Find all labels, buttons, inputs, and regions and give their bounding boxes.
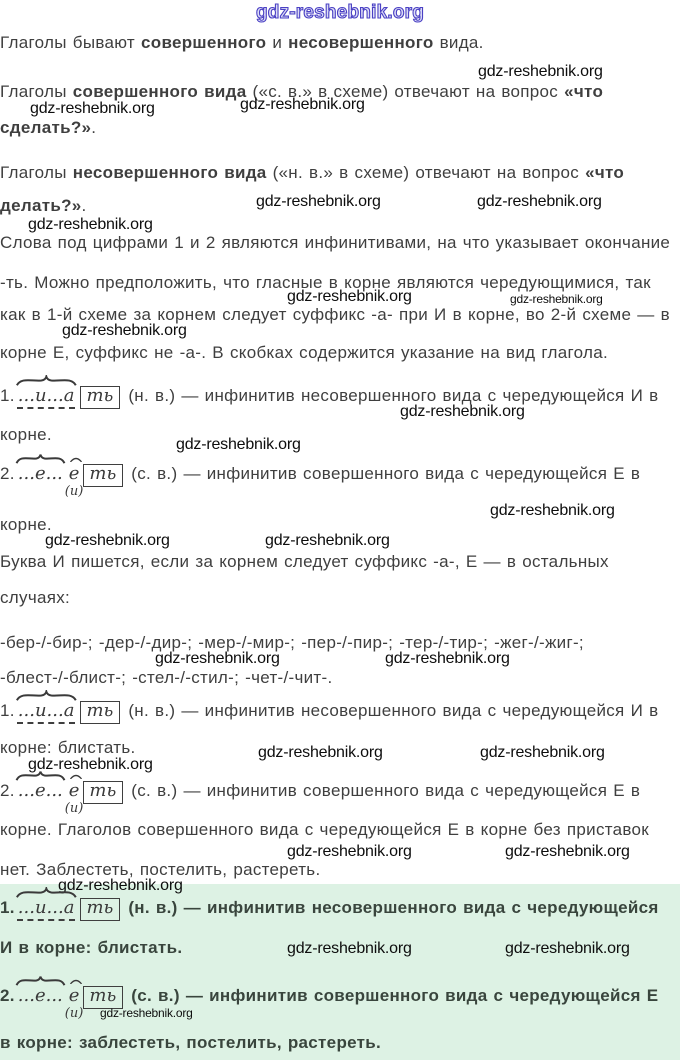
text-segment: Буква И пишется, если за корнем следует суффикс -а-, Е — в остальных xyxy=(0,552,609,571)
ending-box: ть xyxy=(83,781,123,804)
watermark-text: gdz-reshebnik.org xyxy=(45,532,170,549)
text-segment: вида. xyxy=(433,33,484,52)
root-group xyxy=(17,985,64,1007)
suffix-wrap xyxy=(64,463,84,499)
ending-box: ть xyxy=(83,986,123,1009)
watermark-text: gdz-reshebnik.org xyxy=(30,100,155,117)
watermark-text: gdz-reshebnik.org xyxy=(258,744,383,761)
watermark xyxy=(265,532,390,550)
text-segment: Глаголы xyxy=(0,82,73,101)
root-group xyxy=(17,385,76,409)
watermark xyxy=(505,940,630,958)
watermark xyxy=(240,96,365,114)
scheme-description: (с. в.) — инфинитив совершенного вида с чередующейся Е в xyxy=(131,781,641,800)
watermark-text: gdz-reshebnik.org xyxy=(28,756,153,773)
text-segment: в корне: заблестеть, постелить, растереть. xyxy=(0,1033,382,1052)
suffix-letter: а xyxy=(63,385,75,406)
suffix-letter: а xyxy=(63,700,75,721)
scheme-number: 2. xyxy=(0,464,15,483)
text-segment: корне. Глаголов совершенного вида с чередующейся Е в корне без приставок xyxy=(0,820,650,839)
watermark-text: gdz-reshebnik.org xyxy=(400,403,525,420)
suffix-wrap xyxy=(64,780,84,816)
top-watermark: gdz-reshebnik.org xyxy=(255,2,425,23)
text-segment: Глаголы бывают xyxy=(0,33,142,52)
scheme-number: 1. xyxy=(0,898,15,917)
watermark xyxy=(385,650,510,668)
watermark xyxy=(480,744,605,762)
morpheme-scheme xyxy=(0,700,658,724)
root-group xyxy=(17,700,76,724)
watermark-text: gdz-reshebnik.org xyxy=(287,940,412,957)
watermark-text: gdz-reshebnik.org xyxy=(505,843,630,860)
watermark-text: gdz-reshebnik.org xyxy=(155,650,280,667)
watermark xyxy=(62,322,187,340)
text-line xyxy=(0,668,333,688)
root-brace-icon xyxy=(15,453,66,464)
root-brace-icon xyxy=(15,887,78,898)
watermark xyxy=(155,650,280,668)
text-line xyxy=(0,820,649,840)
watermark xyxy=(256,193,381,211)
text-segment: . xyxy=(91,118,97,137)
text-line xyxy=(0,163,624,183)
morpheme-scheme xyxy=(0,385,658,409)
root-letters: ...и... xyxy=(17,385,64,406)
text-segment: («н. в.» в схеме) отвечают на вопрос xyxy=(266,163,586,182)
text-segment: Слова под цифрами 1 и 2 являются инфинитивами, на что указывает окончание xyxy=(0,233,671,252)
root-letters: ...е... xyxy=(17,463,63,484)
watermark-text: gdz-reshebnik.org xyxy=(256,193,381,210)
text-segment: корне Е, суффикс не -а-. В скобках содержится указание на вид глагола. xyxy=(0,343,608,362)
text-line xyxy=(0,1033,381,1053)
watermark xyxy=(30,100,155,118)
text-line xyxy=(0,118,96,138)
text-segment: сделать?» xyxy=(0,118,92,137)
text-segment: случаях: xyxy=(0,588,71,607)
suffix-alternate: (и) xyxy=(64,1006,84,1021)
scheme-description: (н. в.) — инфинитив несовершенного вида с чередующейся И в xyxy=(128,386,659,405)
ending-box: ть xyxy=(83,464,123,487)
morpheme-scheme xyxy=(0,463,641,499)
watermark-text: gdz-reshebnik.org xyxy=(478,63,603,80)
watermark xyxy=(287,940,412,958)
text-line xyxy=(0,196,87,216)
watermark-text: gdz-reshebnik.org xyxy=(100,1006,193,1020)
text-segment: -блест-/-блист-; -стел-/-стил-; -чет-/-чит-. xyxy=(0,668,333,687)
scheme-number: 2. xyxy=(0,781,15,800)
text-segment: совершенного xyxy=(141,33,267,52)
root-brace-icon xyxy=(15,690,78,701)
ending-box: ть xyxy=(80,386,120,409)
root-letters: ...е... xyxy=(17,780,63,801)
watermark xyxy=(478,63,603,81)
text-segment: нет. Заблестеть, постелить, растереть. xyxy=(0,860,321,879)
suffix-letter: а xyxy=(63,897,75,918)
watermark-text: gdz-reshebnik.org xyxy=(505,940,630,957)
root-brace-icon xyxy=(15,375,78,386)
text-line xyxy=(0,425,52,445)
watermark xyxy=(400,403,525,421)
morpheme-scheme xyxy=(0,780,641,816)
suffix-arc-icon xyxy=(69,455,83,462)
text-segment: -бер-/-бир-; -дер-/-дир-; -мер-/-мир-; -пер-/-пир-; -тер-/-тир-; -жег-/-жиг-; xyxy=(0,633,584,652)
watermark xyxy=(45,532,170,550)
watermark-text: gdz-reshebnik.org xyxy=(385,650,510,667)
text-segment: . xyxy=(81,196,87,215)
suffix-letter: е xyxy=(68,463,80,484)
text-line xyxy=(0,938,182,958)
root-brace-icon xyxy=(15,975,66,986)
watermark xyxy=(176,436,301,454)
root-letters: ...е... xyxy=(17,985,63,1006)
root-brace-icon xyxy=(15,770,66,781)
text-segment: «что xyxy=(585,163,625,182)
watermark-text: gdz-reshebnik.org xyxy=(477,193,602,210)
watermark xyxy=(287,843,412,861)
watermark-text: gdz-reshebnik.org xyxy=(28,216,153,233)
text-segment: делать?» xyxy=(0,196,82,215)
text-segment: несовершенного вида xyxy=(72,163,267,182)
watermark-text: gdz-reshebnik.org xyxy=(287,288,412,305)
text-segment: («с. в.» в схеме) отвечают на вопрос xyxy=(246,82,565,101)
watermark-text: gdz-reshebnik.org xyxy=(265,532,390,549)
watermark xyxy=(258,744,383,762)
watermark-text: gdz-reshebnik.org xyxy=(490,502,615,519)
text-segment: И в корне: блистать. xyxy=(0,938,183,957)
text-line xyxy=(0,33,484,53)
suffix-arc-icon xyxy=(69,772,83,779)
watermark xyxy=(490,502,615,520)
scheme-number: 1. xyxy=(0,386,15,405)
root-group xyxy=(17,780,64,802)
suffix-letter: е xyxy=(68,985,80,1006)
watermark-text: gdz-reshebnik.org xyxy=(480,744,605,761)
watermark-text: gdz-reshebnik.org xyxy=(58,877,183,894)
scheme-number: 2. xyxy=(0,986,15,1005)
watermark-text: gdz-reshebnik.org xyxy=(176,436,301,453)
suffix-wrap xyxy=(64,985,84,1021)
root-letters: ...и... xyxy=(17,700,64,721)
watermark xyxy=(100,1007,193,1020)
scheme-number: 1. xyxy=(0,701,15,720)
scheme-description: (н. в.) — инфинитив несовершенного вида с чередующейся И в xyxy=(128,701,659,720)
ending-box: ть xyxy=(80,701,120,724)
text-segment: Глаголы xyxy=(0,163,73,182)
root-group xyxy=(17,897,76,921)
text-line xyxy=(0,343,608,363)
text-segment: совершенного вида xyxy=(72,82,247,101)
scheme-description: (с. в.) — инфинитив совершенного вида с чередующейся Е xyxy=(131,986,659,1005)
watermark-text: gdz-reshebnik.org xyxy=(240,96,365,113)
suffix-letter: е xyxy=(68,780,80,801)
text-segment: «что xyxy=(564,82,604,101)
text-line xyxy=(0,588,70,608)
text-segment: корне. xyxy=(0,425,52,444)
text-line xyxy=(0,233,670,253)
watermark xyxy=(287,288,412,306)
text-segment: -ть. Можно предположить, что гласные в корне являются чередующимися, так xyxy=(0,273,651,292)
suffix-arc-icon xyxy=(69,977,83,984)
text-segment: корне. xyxy=(0,515,52,534)
watermark-text: gdz-reshebnik.org xyxy=(287,843,412,860)
watermark-text: gdz-reshebnik.org xyxy=(62,322,187,339)
suffix-alternate: (и) xyxy=(64,484,84,499)
root-letters: ...и... xyxy=(17,897,64,918)
morpheme-scheme xyxy=(0,897,659,921)
ending-box: ть xyxy=(80,898,120,921)
text-segment: несовершенного xyxy=(288,33,434,52)
watermark xyxy=(28,216,153,234)
watermark xyxy=(505,843,630,861)
watermark-text: gdz-reshebnik.org xyxy=(510,292,603,306)
suffix-alternate: (и) xyxy=(64,801,84,816)
text-segment: и xyxy=(266,33,289,52)
watermark xyxy=(477,193,602,211)
text-segment: как в 1-й схеме за корнем следует суффикс -а- при И в корне, во 2-й схеме — в xyxy=(0,305,670,324)
scheme-description: (с. в.) — инфинитив совершенного вида с чередующейся Е в xyxy=(131,464,641,483)
text-segment: корне: блистать. xyxy=(0,738,136,757)
root-group xyxy=(17,463,64,485)
text-line xyxy=(0,552,609,572)
scheme-description: (н. в.) — инфинитив несовершенного вида с чередующейся xyxy=(128,898,659,917)
